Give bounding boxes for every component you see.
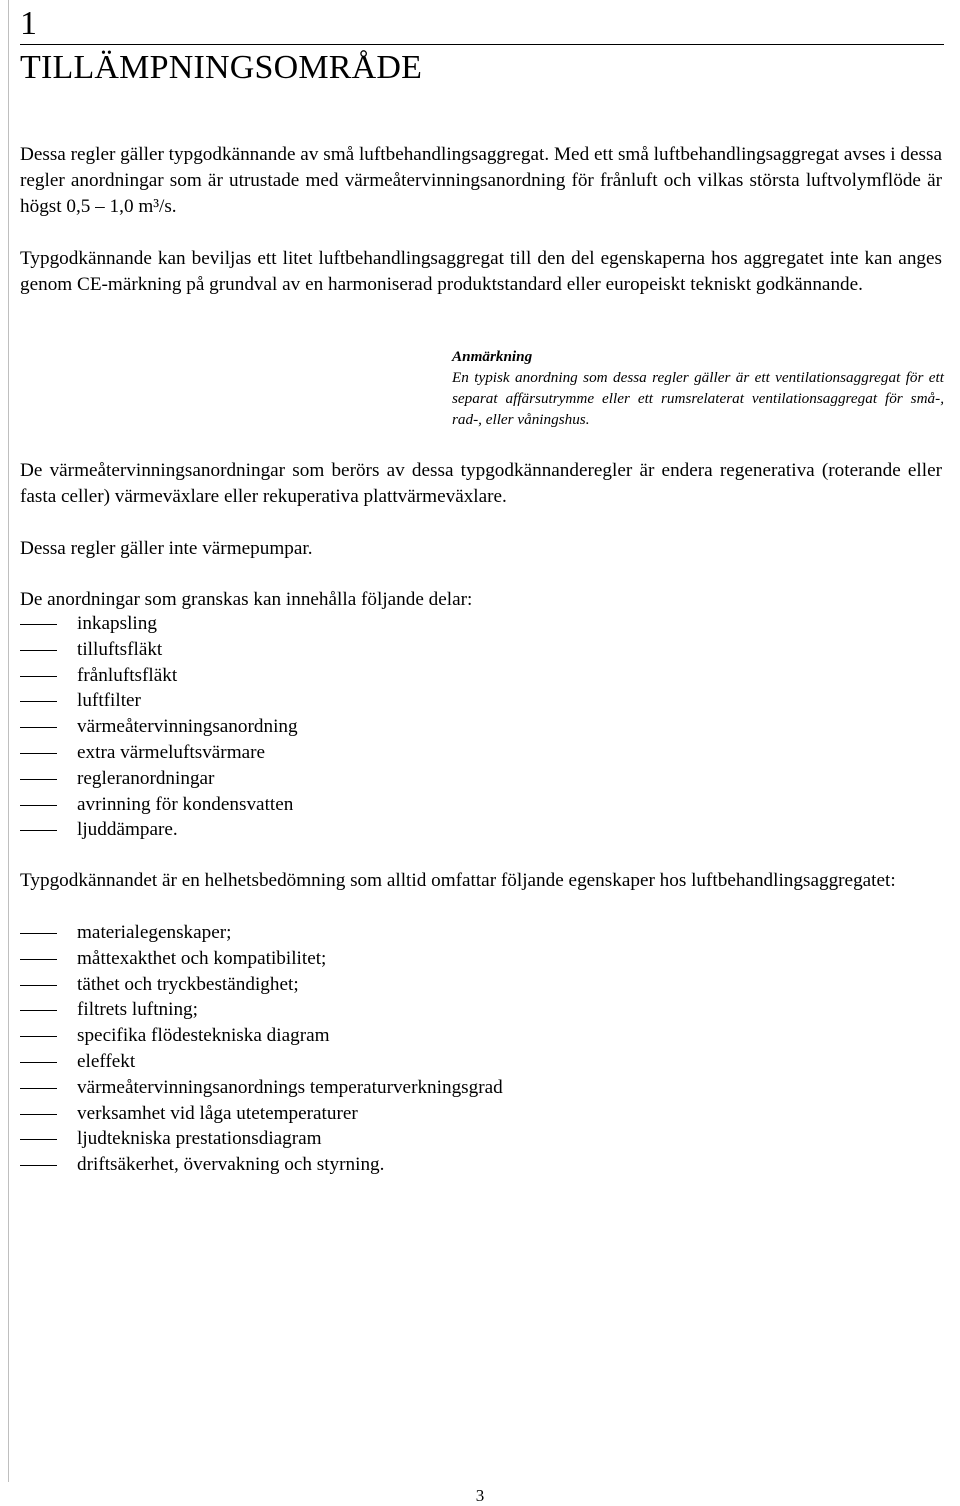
parts-list [20, 611, 298, 843]
dash-bullet [20, 959, 57, 960]
chapter-divider [20, 44, 944, 45]
dash-bullet [20, 1114, 57, 1115]
dash-bullet [20, 985, 57, 986]
dash-bullet [20, 701, 57, 702]
list-item: regleranordningar [20, 766, 298, 792]
list-item: ljudtekniska prestationsdiagram [20, 1126, 503, 1152]
dash-bullet [20, 1062, 57, 1063]
list-item: tilluftsfläkt [20, 637, 298, 663]
list-item: specifika flödestekniska diagram [20, 1023, 503, 1049]
dash-bullet [20, 727, 57, 728]
dash-bullet [20, 1088, 57, 1089]
dash-bullet [20, 933, 57, 934]
assessment-intro-paragraph: Typgodkännandet är en helhetsbedömning som alltid omfattar följande egenskaper hos luftbehandlingsaggregatet: [20, 870, 896, 891]
dash-bullet [20, 1139, 57, 1140]
heat-pump-paragraph: Dessa regler gäller inte värmepumpar. [20, 538, 313, 559]
dash-bullet [20, 650, 57, 651]
list-item: luftfilter [20, 688, 298, 714]
dash-bullet [20, 830, 57, 831]
scope-paragraph: Dessa regler gäller typgodkännande av små luftbehandlingsaggregat. Med ett små luftbehandlingsaggregat avses i dessa regler anordningar som är utrustade med värmeåtervinningsanordning för frånluft och vilkas största luftvolymflöde är högst 0,5 – 1,0 m³/s. [20, 144, 942, 217]
chapter-title: TILLÄMPNINGSOMRÅDE [20, 49, 423, 86]
type-approval-paragraph: Typgodkännande kan beviljas ett litet luftbehandlingsaggregat till den del egenskaperna hos aggregatet inte kan anges genom CE-märkning på grundval av en harmoniserad produktstandard eller europeiskt tekniskt godkännande. [20, 248, 942, 295]
list-item: extra värmeluftsvärmare [20, 740, 298, 766]
list-item: värmeåtervinningsanordnings temperaturverkningsgrad [20, 1075, 503, 1101]
parts-intro-paragraph: De anordningar som granskas kan innehålla följande delar: [20, 589, 473, 610]
list-item: driftsäkerhet, övervakning och styrning. [20, 1152, 503, 1178]
list-item: filtrets luftning; [20, 997, 503, 1023]
list-item: ljuddämpare. [20, 817, 298, 843]
list-item: materialegenskaper; [20, 920, 503, 946]
list-item: täthet och tryckbeständighet; [20, 972, 503, 998]
note-title: Anmärkning [452, 348, 533, 365]
chapter-number: 1 [20, 5, 37, 42]
list-item: värmeåtervinningsanordning [20, 714, 298, 740]
note-box [452, 346, 944, 430]
dash-bullet [20, 753, 57, 754]
list-item: avrinning för kondensvatten [20, 792, 298, 818]
list-item: eleffekt [20, 1049, 503, 1075]
properties-list [20, 920, 503, 1178]
list-item: inkapsling [20, 611, 298, 637]
list-item: måttexakthet och kompatibilitet; [20, 946, 503, 972]
dash-bullet [20, 624, 57, 625]
page-number: 3 [475, 1486, 485, 1505]
dash-bullet [20, 1036, 57, 1037]
dash-bullet [20, 676, 57, 677]
margin-rule [8, 0, 9, 1482]
note-body: En typisk anordning som dessa regler gäller är ett ventilationsaggregat för ett separat affärsutrymme eller ett rumsrelaterat ventilationsaggregat för små-, rad-, eller våningshus. [452, 369, 944, 428]
dash-bullet [20, 779, 57, 780]
list-item: verksamhet vid låga utetemperaturer [20, 1101, 503, 1127]
heat-recovery-paragraph: De värmeåtervinningsanordningar som berörs av dessa typgodkännanderegler är endera regenerativa (roterande eller fasta celler) värmeväxlare eller rekuperativa plattvärmeväxlare. [20, 460, 942, 507]
dash-bullet [20, 1165, 57, 1166]
dash-bullet [20, 805, 57, 806]
dash-bullet [20, 1010, 57, 1011]
list-item: frånluftsfläkt [20, 663, 298, 689]
